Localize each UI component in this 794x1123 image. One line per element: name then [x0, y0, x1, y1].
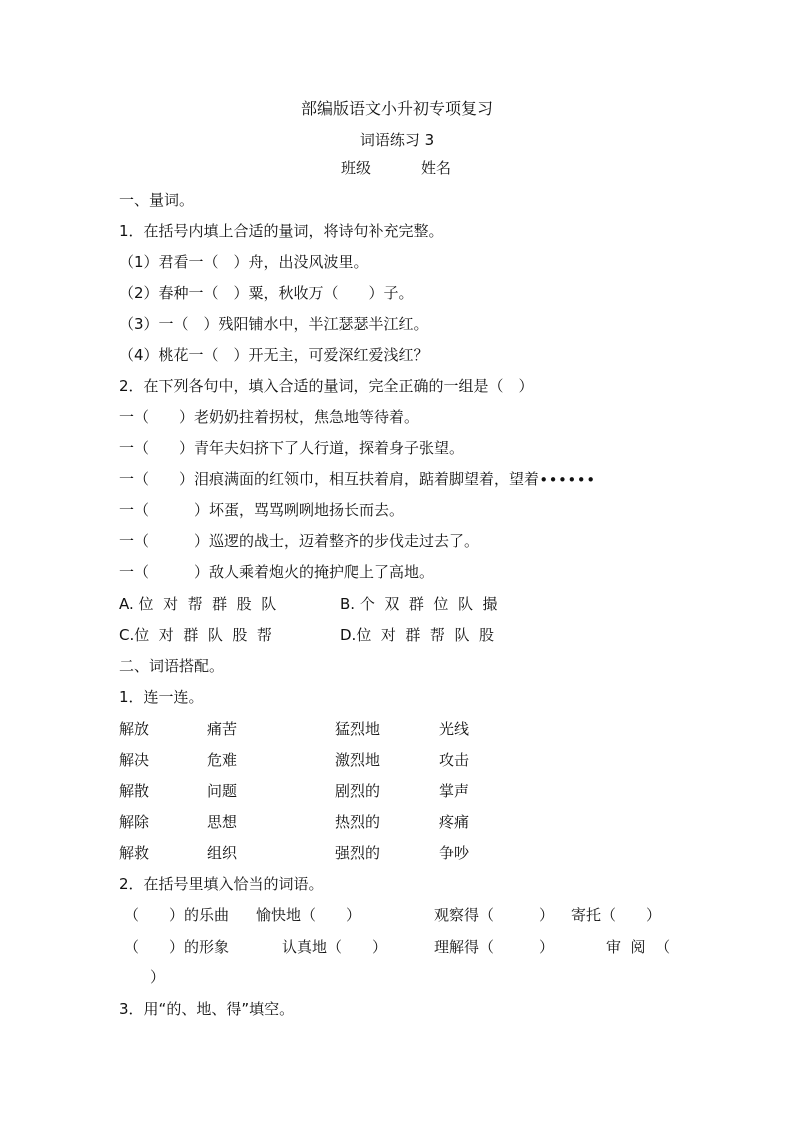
- poem-line-4: （4）桃花一（ ）开无主，可爱深红爱浅红？: [119, 346, 429, 364]
- option-a: A. 位 对 帮 群 股 队: [119, 595, 277, 613]
- match-col2-item: 痛苦: [207, 720, 238, 738]
- fill-item: （ ）的乐曲: [124, 906, 230, 924]
- fill-item: 理解得（ ）: [434, 938, 555, 956]
- fill-item: 认真地（ ）: [282, 938, 388, 956]
- match-col3-item: 强烈的: [335, 844, 381, 862]
- fill-item: 审 阅 （: [606, 938, 671, 956]
- sentence-4: 一（ ）坏蛋，骂骂咧咧地扬长而去。: [119, 501, 405, 519]
- fill-item: （ ）的形象: [124, 938, 230, 956]
- match-col1-item: 解决: [119, 751, 150, 769]
- match-col3-item: 剧烈的: [335, 782, 381, 800]
- match-col2-item: 组织: [207, 844, 238, 862]
- sentence-1: 一（ ）老奶奶拄着拐杖，焦急地等待着。: [119, 408, 420, 426]
- sentence-6: 一（ ）敌人乘着炮火的掩护爬上了高地。: [119, 563, 435, 581]
- section-1-heading: 一、量词。: [119, 191, 195, 209]
- section-2-heading: 二、词语搭配。: [119, 657, 225, 675]
- question-2-1-prompt: 1．连一连。: [119, 688, 204, 706]
- match-col4-item: 光线: [439, 720, 470, 738]
- match-col1-item: 解放: [119, 720, 150, 738]
- option-d: D.位 对 群 帮 队 股: [340, 626, 494, 644]
- match-col3-item: 热烈的: [335, 813, 381, 831]
- question-2-2-prompt: 2．在括号里填入恰当的词语。: [119, 875, 324, 893]
- match-col4-item: 疼痛: [439, 813, 470, 831]
- poem-line-2: （2）春种一（ ）粟，秋收万（ ）子。: [119, 284, 414, 302]
- fill-item: 寄托（ ）: [571, 906, 662, 924]
- match-col1-item: 解除: [119, 813, 150, 831]
- class-label: 班级: [341, 159, 372, 177]
- sentence-3: 一（ ）泪痕满面的红领巾，相互扶着肩，踮着脚望着，望着∙∙∙∙∙∙: [119, 470, 596, 488]
- option-b: B. 个 双 群 位 队 撮: [340, 595, 498, 613]
- fill-item: 愉快地（ ）: [256, 906, 362, 924]
- match-col2-item: 问题: [207, 782, 238, 800]
- poem-line-3: （3）一（ ）残阳铺水中，半江瑟瑟半江红。: [119, 315, 429, 333]
- match-col4-item: 攻击: [439, 751, 470, 769]
- page-subtitle: 词语练习 3: [359, 131, 435, 149]
- option-c: C.位 对 群 队 股 帮: [119, 626, 272, 644]
- match-col1-item: 解散: [119, 782, 150, 800]
- page-title: 部编版语文小升初专项复习: [300, 99, 493, 118]
- match-col3-item: 猛烈地: [335, 720, 381, 738]
- match-col1-item: 解救: [119, 844, 150, 862]
- question-1-2-prompt: 2．在下列各句中，填入合适的量词，完全正确的一组是（ ）: [119, 377, 534, 395]
- match-col4-item: 争吵: [439, 844, 470, 862]
- sentence-2: 一（ ）青年夫妇挤下了人行道，探着身子张望。: [119, 439, 465, 457]
- poem-line-1: （1）君看一（ ）舟，出没风波里。: [119, 253, 369, 271]
- sentence-5: 一（ ）巡逻的战士，迈着整齐的步伐走过去了。: [119, 532, 480, 550]
- question-1-1-prompt: 1．在括号内填上合适的量词，将诗句补充完整。: [119, 222, 444, 240]
- match-col4-item: 掌声: [439, 782, 470, 800]
- fill-item-continuation: ）: [150, 968, 166, 986]
- fill-item: 观察得（ ）: [434, 906, 555, 924]
- question-2-3-prompt: 3．用“的、地、得”填空。: [119, 1000, 295, 1018]
- match-col2-item: 危难: [207, 751, 238, 769]
- match-col3-item: 激烈地: [335, 751, 381, 769]
- match-col2-item: 思想: [207, 813, 238, 831]
- name-label: 姓名: [421, 159, 452, 177]
